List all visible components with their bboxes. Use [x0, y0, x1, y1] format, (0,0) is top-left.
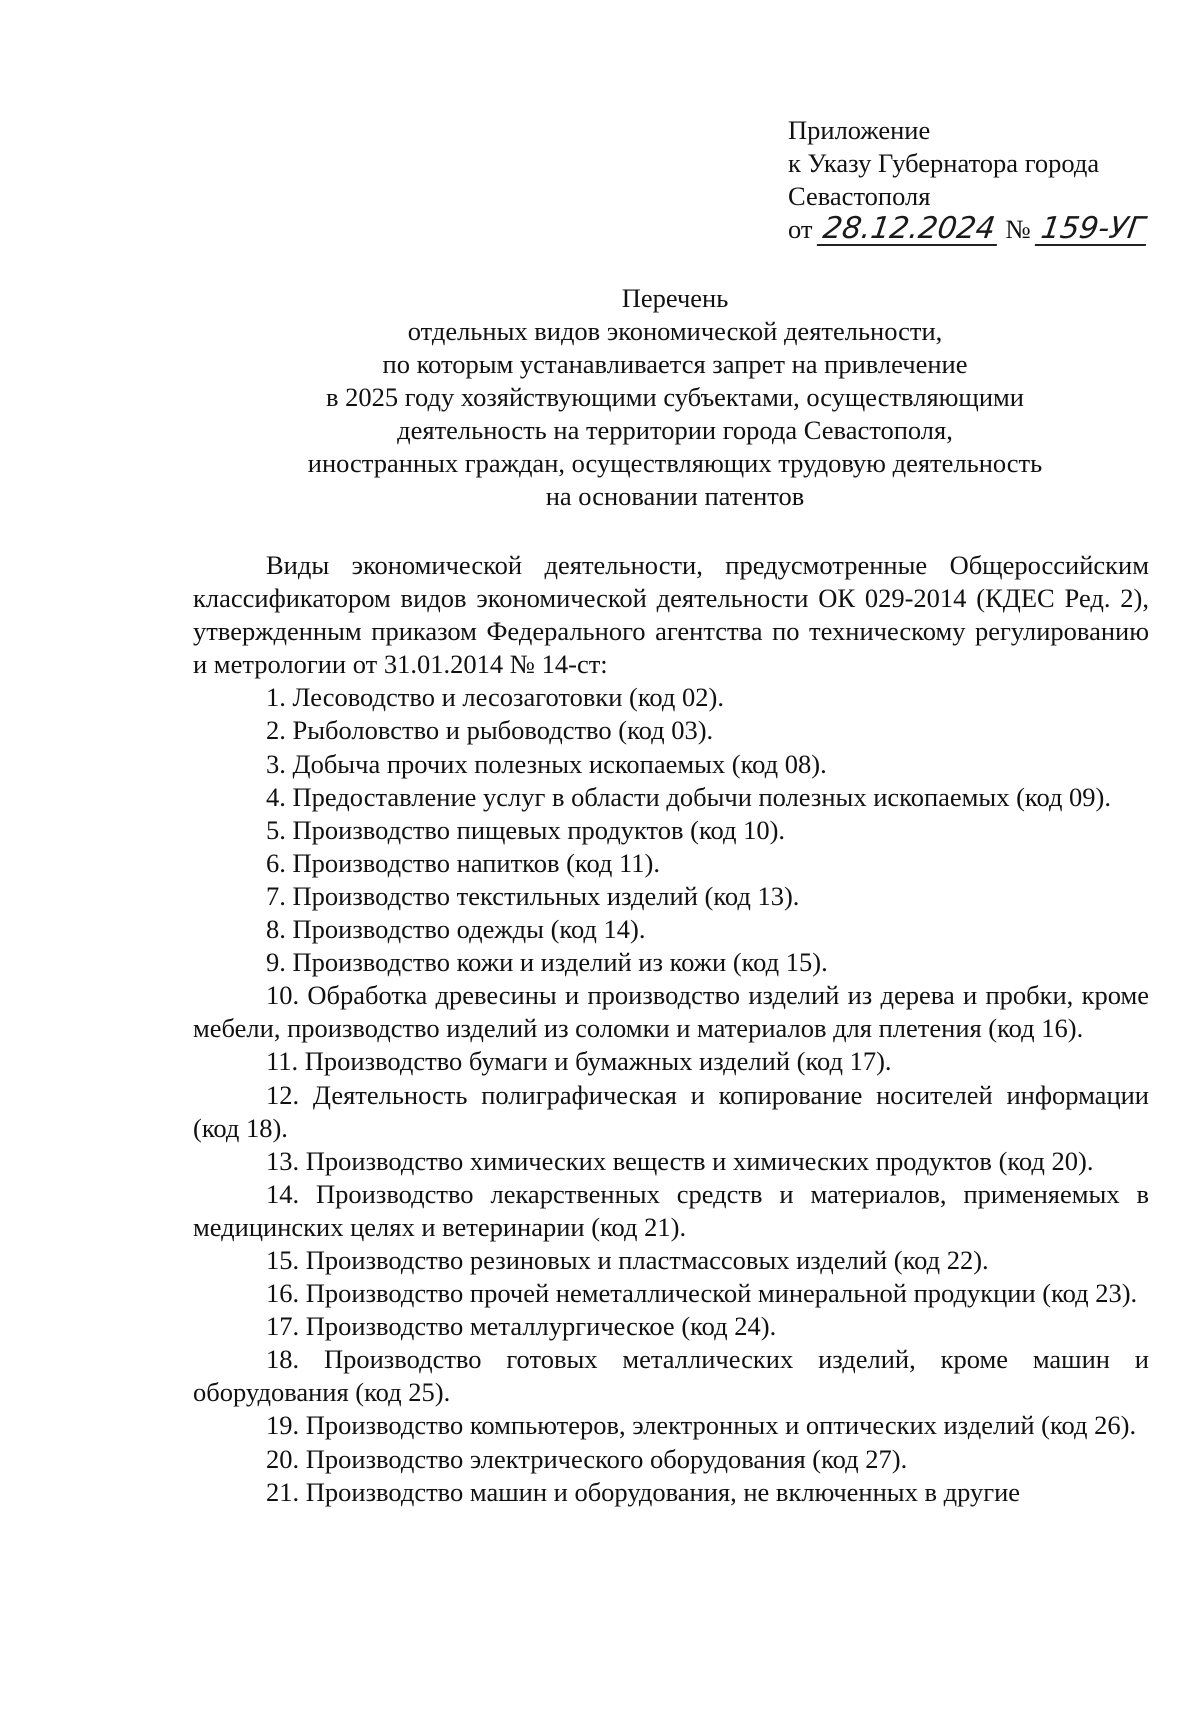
- number-sign: №: [1005, 214, 1031, 244]
- appendix-line-2: к Указу Губернатора города: [788, 148, 1100, 178]
- title-line-1: Перечень: [621, 283, 729, 313]
- list-item: 10. Обработка древесины и производство изделий из дерева и пробки, кроме мебели, производство изделий из соломки и материалов для плетения (код 16).: [193, 980, 1149, 1044]
- title-line-2: отдельных видов экономической деятельности,: [407, 316, 943, 346]
- list-item: 3. Добыча прочих полезных ископаемых (код 08).: [266, 748, 827, 779]
- list-item: 14. Производство лекарственных средств и материалов, применяемых в медицинских целях и ветеринарии (код 21).: [193, 1178, 1149, 1242]
- list-item: 21. Производство машин и оборудования, не включенных в другие: [266, 1476, 1021, 1507]
- list-item: 13. Производство химических веществ и химических продуктов (код 20).: [266, 1145, 1094, 1176]
- list-item: 12. Деятельность полиграфическая и копирование носителей информации (код 18).: [193, 1079, 1149, 1143]
- title-line-3: по которым устанавливается запрет на привлечение: [382, 349, 968, 379]
- intro-paragraph: Виды экономической деятельности, предусмотренные Общероссийским классификатором видов экономической деятельности ОК 029-2014 (КДЕС Ред. 2), утвержденным приказом Федерального агентства по техническому регулированию и метрологии от 31.01.2014 № 14-ст:: [193, 550, 1149, 680]
- title-line-7: на основании патентов: [545, 481, 805, 511]
- list-item: 2. Рыболовство и рыбоводство (код 03).: [266, 715, 714, 746]
- appendix-date-line: [788, 213, 1188, 246]
- list-item: 17. Производство металлургическое (код 24).: [266, 1311, 777, 1342]
- appendix-line-1: Приложение: [788, 115, 931, 145]
- handwritten-number: 159-УГ: [1035, 214, 1151, 246]
- list-item: 9. Производство кожи и изделий из кожи (код 15).: [266, 947, 828, 978]
- title-line-4: в 2025 году хозяйствующими субъектами, осуществляющими: [326, 382, 1024, 412]
- list-item: 19. Производство компьютеров, электронных и оптических изделий (код 26).: [266, 1410, 1137, 1441]
- document-body: [193, 549, 1149, 1509]
- list-item: 18. Производство готовых металлических изделий, кроме машин и оборудования (код 25).: [193, 1344, 1149, 1408]
- list-item: 7. Производство текстильных изделий (код 13).: [266, 880, 800, 911]
- list-item: 15. Производство резиновых и пластмассовых изделий (код 22).: [266, 1244, 989, 1275]
- appendix-line-3: Севастополя: [788, 181, 931, 211]
- list-item: 5. Производство пищевых продуктов (код 10).: [266, 814, 786, 845]
- document-title: [190, 282, 1160, 513]
- list-item: 8. Производство одежды (код 14).: [266, 914, 646, 945]
- list-item: 16. Производство прочей неметаллической минеральной продукции (код 23).: [266, 1278, 1138, 1309]
- appendix-header: [788, 114, 1188, 246]
- list-item: 1. Лесоводство и лесозаготовки (код 02).: [266, 682, 724, 713]
- list-item: 4. Предоставление услуг в области добычи полезных ископаемых (код 09).: [266, 781, 1111, 812]
- list-item: 11. Производство бумаги и бумажных изделий (код 17).: [266, 1046, 892, 1077]
- list-item: 6. Производство напитков (код 11).: [266, 847, 661, 878]
- list-item: 20. Производство электрического оборудования (код 27).: [266, 1443, 908, 1474]
- title-line-6: иностранных граждан, осуществляющих трудовую деятельность: [307, 448, 1043, 478]
- handwritten-date: 28.12.2024: [817, 214, 1001, 246]
- date-prefix: от: [788, 214, 813, 244]
- title-line-5: деятельность на территории города Севастополя,: [397, 415, 953, 445]
